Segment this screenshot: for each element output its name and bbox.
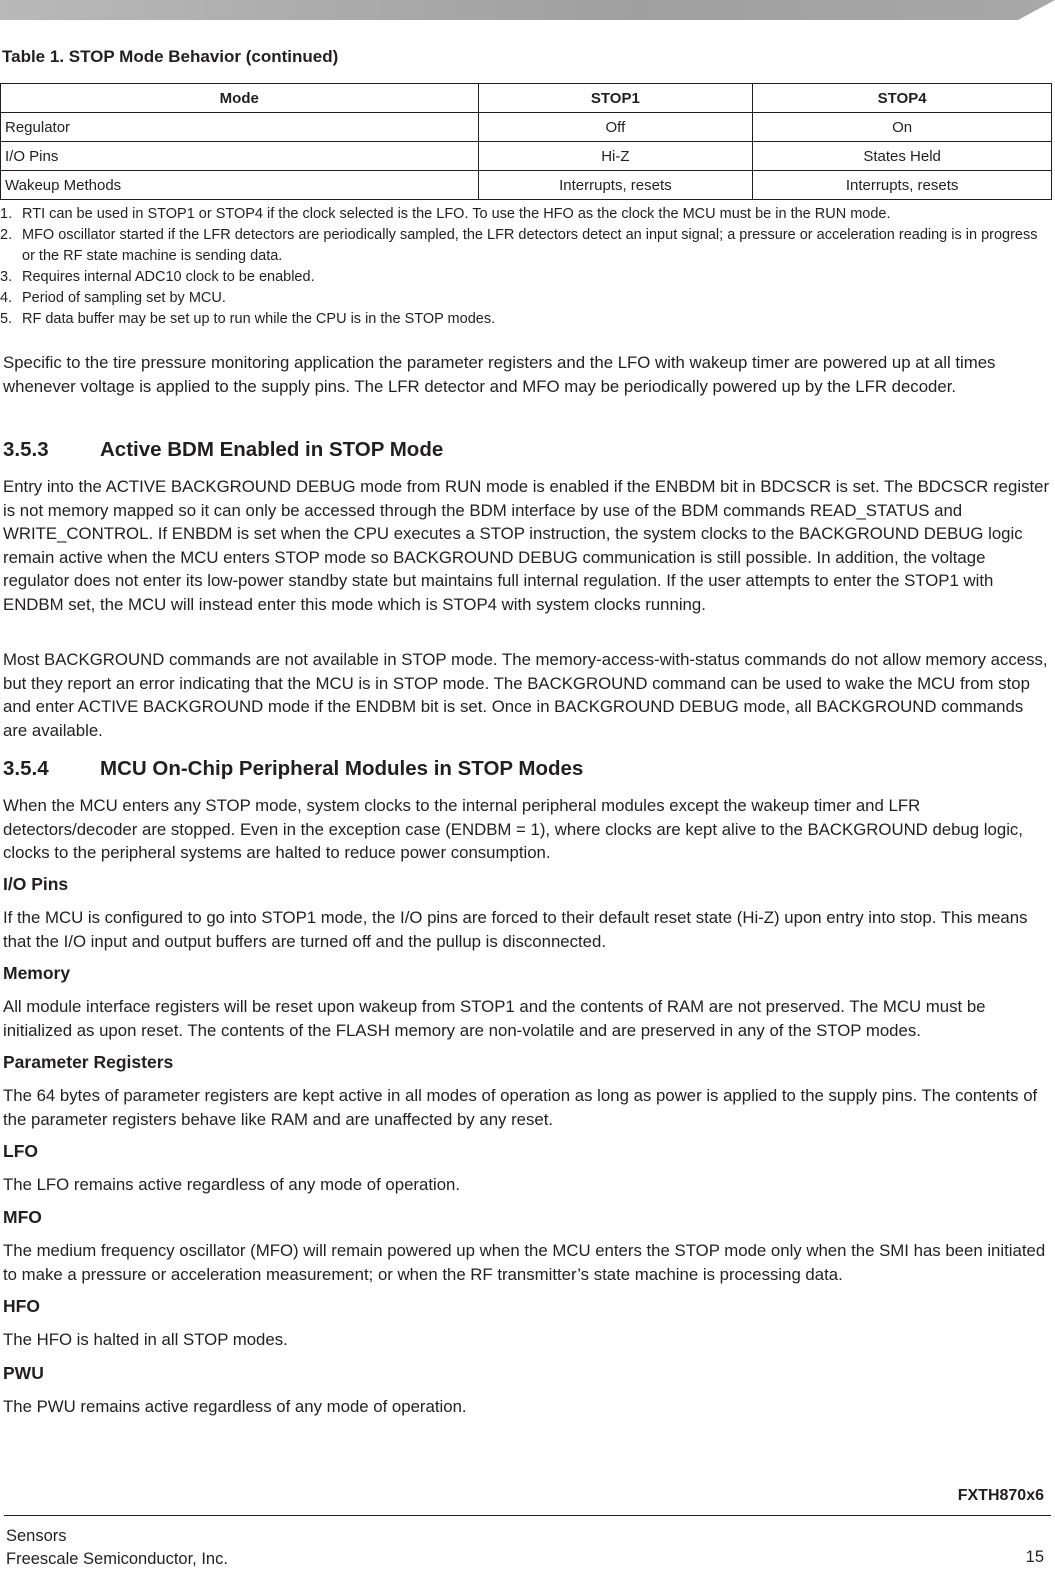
- section-number: 3.5.4: [3, 757, 49, 780]
- section-heading-354: [3, 757, 583, 781]
- footnote-number: 2.: [0, 227, 13, 243]
- subsection-text: The LFO remains active regardless of any mode of operation.: [3, 1175, 461, 1194]
- subsection-text: The HFO is halted in all STOP modes.: [3, 1330, 288, 1349]
- table-cell: Interrupts, resets: [478, 171, 753, 200]
- footnote-number: 1.: [0, 206, 13, 222]
- table-title: Table 1. STOP Mode Behavior (continued): [2, 47, 339, 66]
- footer-category: Sensors: [6, 1527, 67, 1545]
- table-row: [1, 171, 1052, 200]
- footnote: [0, 225, 1040, 267]
- header-bar: [0, 0, 1055, 20]
- subsection-heading: HFO: [3, 1296, 40, 1316]
- table-cell: Off: [478, 113, 753, 142]
- section-353-paragraph-2: Most BACKGROUND commands are not available in STOP mode. The memory-access-with-status commands do not allow memory access, but they report an error indicating that the MCU is in STOP mode. The BACKGROUND command can be used to wake the MCU from stop and enter ACTIVE BACKGROUND mode if the ENDBM bit is set. Once in BACKGROUND DEBUG mode, all BACKGROUND commands are available.: [3, 650, 1048, 740]
- footnote: [0, 309, 1040, 330]
- footnote-number: 5.: [0, 311, 13, 327]
- subsection-heading: Memory: [3, 963, 71, 983]
- footnote-text: RTI can be used in STOP1 or STOP4 if the clock selected is the LFO. To use the HFO as the clock the MCU must be in the RUN mode.: [22, 206, 891, 222]
- footnote-text: RF data buffer may be set up to run while the CPU is in the STOP modes.: [22, 311, 496, 327]
- footnote-number: 4.: [0, 290, 13, 306]
- table-cell: Wakeup Methods: [1, 171, 479, 200]
- document-code: FXTH870x6: [957, 1487, 1044, 1504]
- footnote-text: MFO oscillator started if the LFR detectors are periodically sampled, the LFR detectors detect an input signal; a pressure or acceleration reading is in progress or the RF state machine is sending data.: [22, 227, 1038, 264]
- stop-mode-table: [0, 83, 1052, 200]
- table-cell: States Held: [753, 142, 1052, 171]
- table-header-cell: STOP4: [753, 84, 1052, 113]
- footer-company: Freescale Semiconductor, Inc.: [6, 1550, 228, 1568]
- footer-publisher: [6, 1525, 228, 1571]
- subsection-text: If the MCU is configured to go into STOP1 mode, the I/O pins are forced to their default reset state (Hi-Z) upon entry into stop. This means that the I/O input and output buffers are turned off and the pullup is disconnected.: [3, 908, 1028, 951]
- intro-paragraph: Specific to the tire pressure monitoring application the parameter registers and the LFO with wakeup timer are powered up at all times whenever voltage is applied to the supply pins. The LFR detector and MFO may be periodically powered up by the LFR decoder.: [3, 353, 996, 396]
- table-cell: Regulator: [1, 113, 479, 142]
- subsection-heading: Parameter Registers: [3, 1052, 174, 1072]
- footer-divider: [4, 1515, 1051, 1516]
- footnote-text: Period of sampling set by MCU.: [22, 290, 226, 306]
- footnote-number: 3.: [0, 269, 13, 285]
- section-353-paragraph-1: Entry into the ACTIVE BACKGROUND DEBUG mode from RUN mode is enabled if the ENBDM bit in BDCSCR is set. The BDCSCR register is not memory mapped so it can only be accessed through the BDM interface by use of the BDM commands READ_STATUS and WRITE_CONTROL. If ENBDM is set when the CPU executes a STOP instruction, the system clocks to the BACKGROUND DEBUG logic remain active when the MCU enters STOP mode so BACKGROUND DEBUG communication is still possible. In addition, the voltage regulator does not enter its low-power standby state but maintains full internal regulation. If the user attempts to enter the STOP1 with ENDBM set, the MCU will instead enter this mode which is STOP4 with system clocks running.: [3, 477, 1050, 614]
- subsection-heading: LFO: [3, 1141, 38, 1161]
- section-354-paragraph-1: When the MCU enters any STOP mode, system clocks to the internal peripheral modules except the wakeup timer and LFR detectors/decoder are stopped. Even in the exception case (ENDBM = 1), where clocks are kept alive to the BACKGROUND debug logic, clocks to the peripheral systems are halted to reduce power consumption.: [3, 796, 1023, 862]
- subsection-heading: PWU: [3, 1363, 44, 1383]
- footnote: [0, 204, 1040, 225]
- table-header-cell: Mode: [1, 84, 479, 113]
- footnote: [0, 267, 1040, 288]
- table-header-cell: STOP1: [478, 84, 753, 113]
- table-cell: I/O Pins: [1, 142, 479, 171]
- footnote: [0, 288, 1040, 309]
- subsection-text: The medium frequency oscillator (MFO) will remain powered up when the MCU enters the STOP mode only when the SMI has been initiated to make a pressure or acceleration measurement; or when the RF transmitter’s state machine is processing data.: [3, 1241, 1046, 1284]
- subsection-text: The 64 bytes of parameter registers are kept active in all modes of operation as long as power is applied to the supply pins. The contents of the parameter registers behave like RAM and are unaffected by any reset.: [3, 1086, 1038, 1129]
- section-title: MCU On-Chip Peripheral Modules in STOP Modes: [100, 757, 584, 780]
- subsection-heading: I/O Pins: [3, 874, 69, 894]
- section-title: Active BDM Enabled in STOP Mode: [100, 438, 444, 461]
- table-cell: Hi-Z: [478, 142, 753, 171]
- table-cell: On: [753, 113, 1052, 142]
- page-number: 15: [1025, 1548, 1044, 1566]
- footnote-text: Requires internal ADC10 clock to be enabled.: [22, 269, 315, 285]
- section-heading-353: [3, 438, 443, 462]
- subsection-heading: MFO: [3, 1207, 42, 1227]
- subsection-text: All module interface registers will be reset upon wakeup from STOP1 and the contents of RAM are not preserved. The MCU must be initialized as upon reset. The contents of the FLASH memory are non-volatile and are preserved in any of the STOP modes.: [3, 997, 986, 1040]
- table-row: [1, 113, 1052, 142]
- section-number: 3.5.3: [3, 438, 49, 461]
- table-header-row: [1, 84, 1052, 113]
- table-cell: Interrupts, resets: [753, 171, 1052, 200]
- table-footnotes: [0, 204, 1040, 330]
- subsection-text: The PWU remains active regardless of any mode of operation.: [3, 1397, 467, 1416]
- table-row: [1, 142, 1052, 171]
